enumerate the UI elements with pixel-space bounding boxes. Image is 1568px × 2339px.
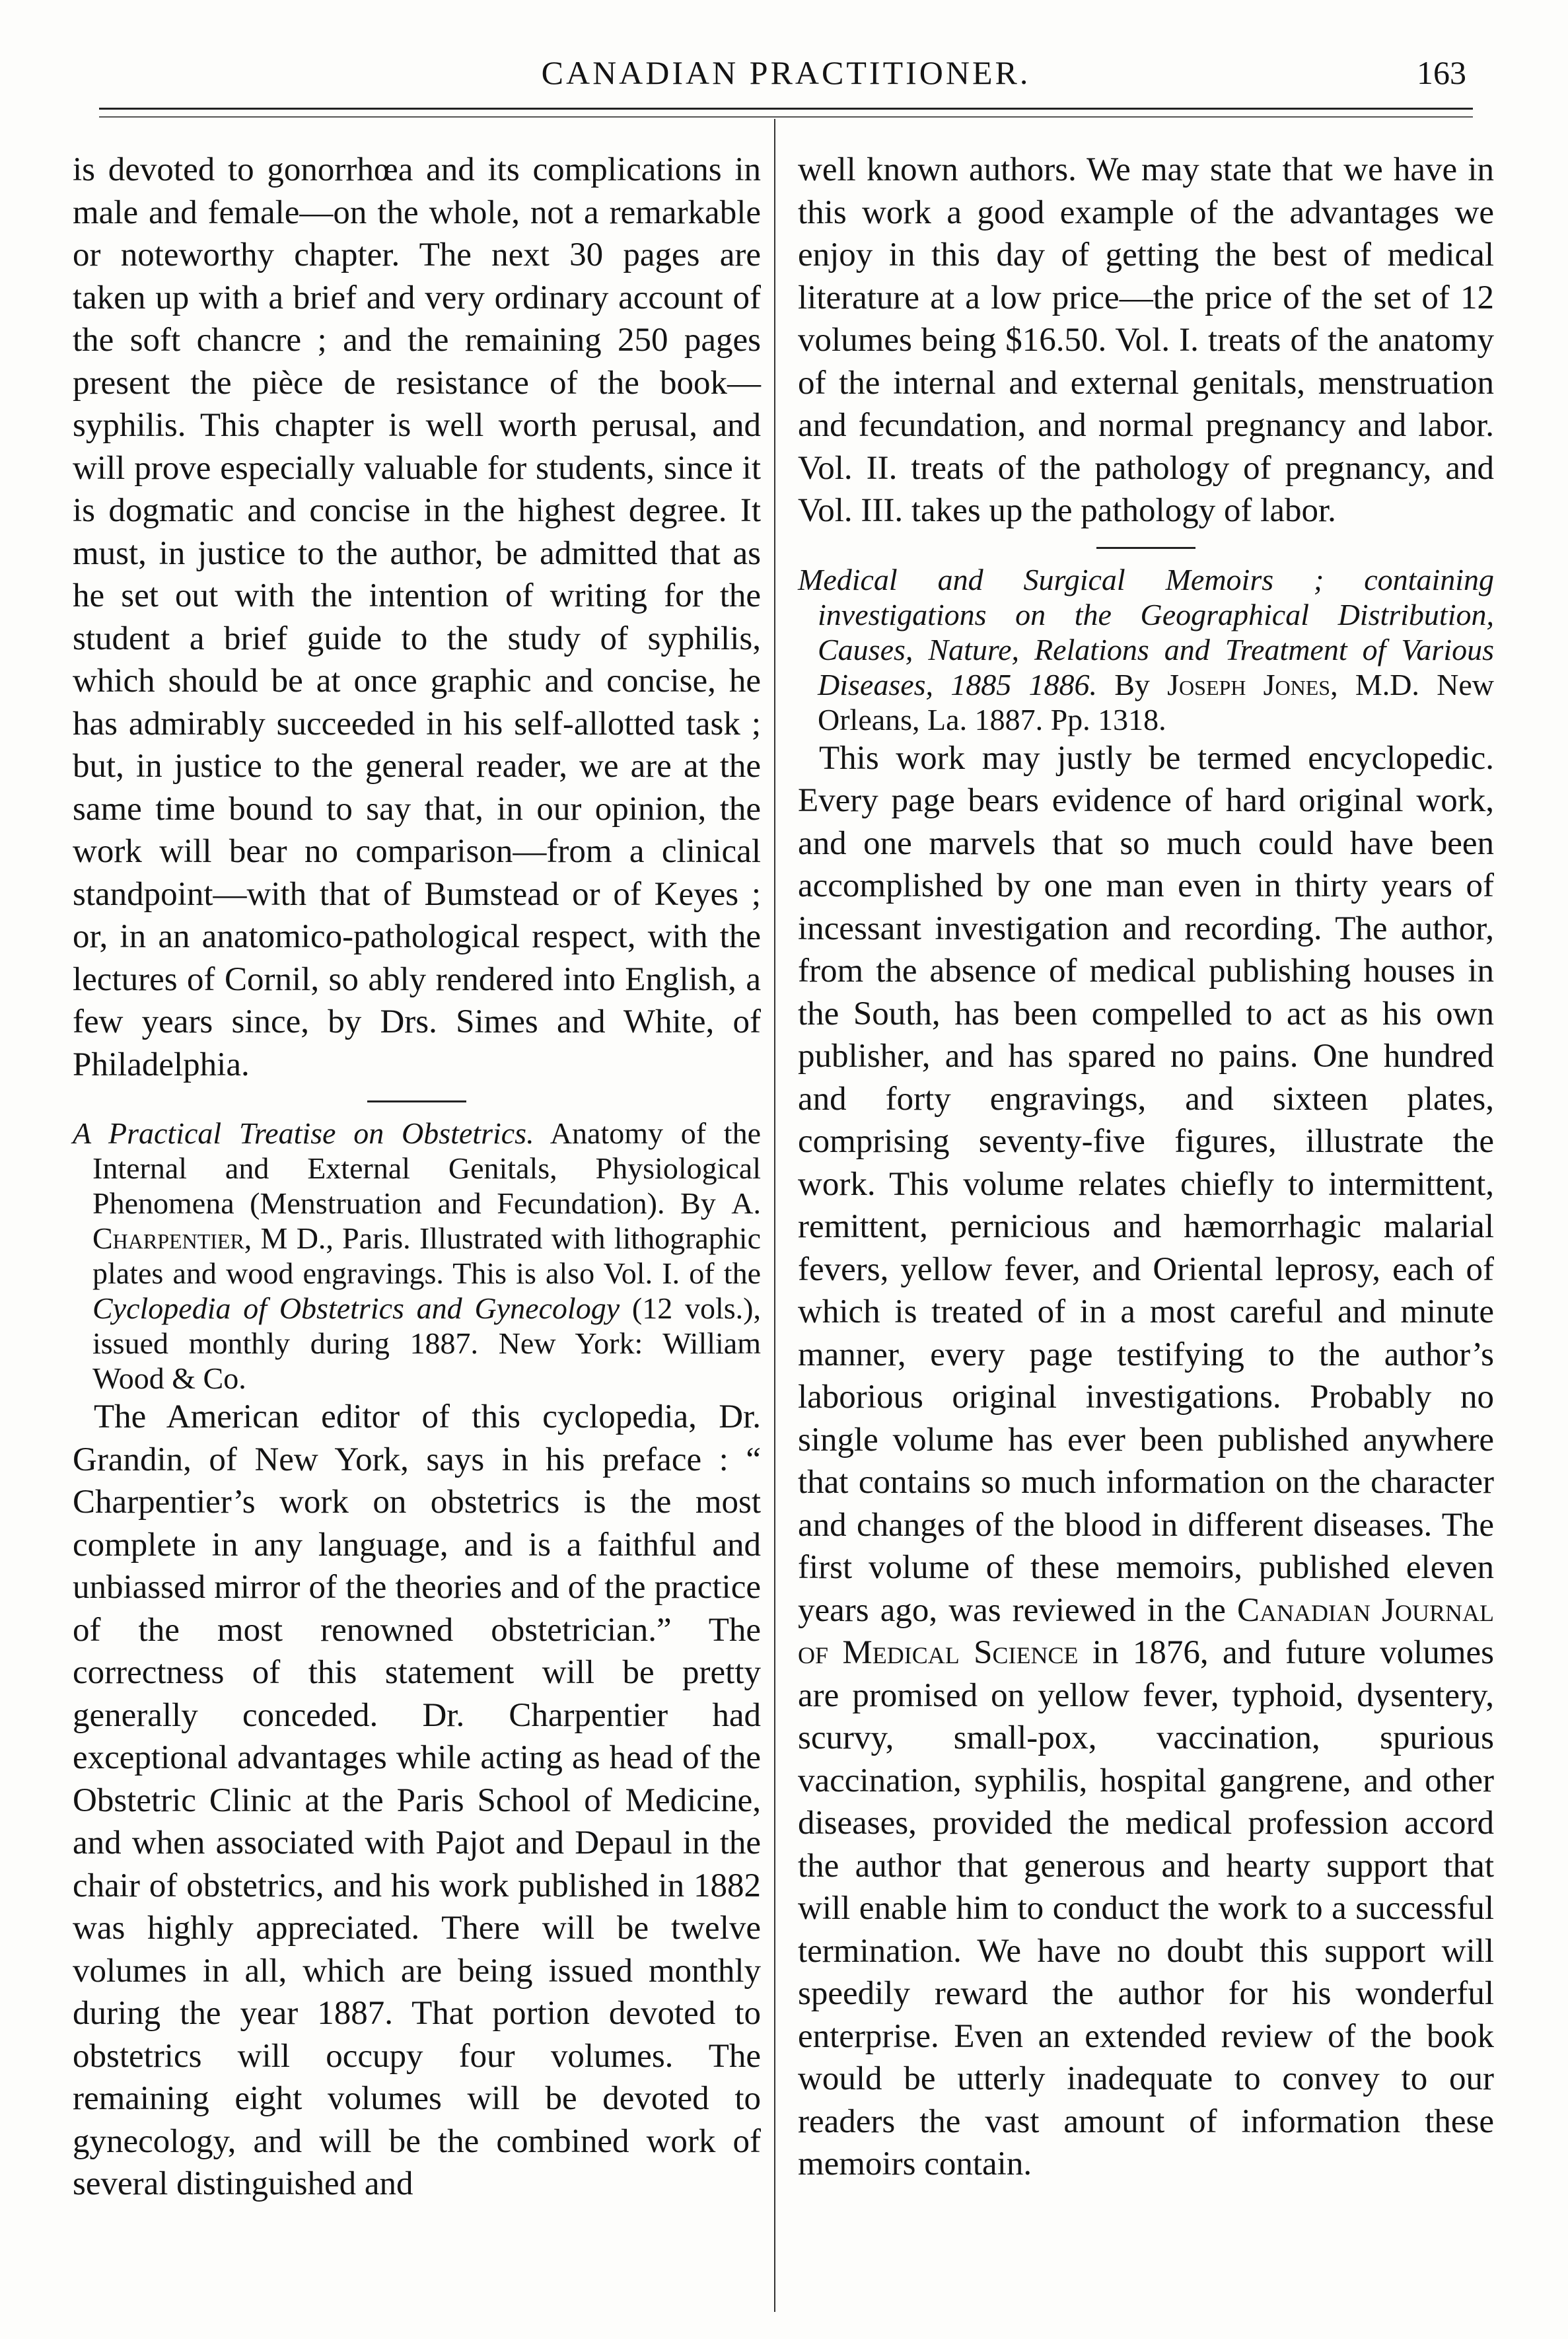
book-title: Medical and Surgical Memoirs ; containing investigations on the Geographical Distribution, Causes, Nature, Relations and Treatment of Various Diseases, 1885 1886. bbox=[798, 562, 1494, 702]
running-header bbox=[99, 46, 1473, 99]
book-citation bbox=[798, 562, 1494, 737]
column-divider bbox=[774, 119, 775, 2312]
review-text: This work may justly be termed encyclopedic. Every page bears evidence of hard original work, and one marvels that so much could have been accomplished by one man even in thirty years of incessant investigation and recording. The author, from the absence of medical publishing houses in the South, has been compelled to act as his own publisher, and has spared no pains. One hundred and forty engravings, and sixteen plates, comprising seventy-five figures, illustrate the work. This volume relates chiefly to intermittent, remittent, pernicious and hæmorrhagic malarial fevers, yellow fever, and Oriental leprosy, each of which is treated of in a most careful and minute manner, every page testifying to the author’s laborious original investigations. Probably no single volume has ever been published anywhere that contains so much information on the character and changes of the blood in different diseases. The first volume of these memoirs, published eleven years ago, was reviewed in the bbox=[798, 739, 1494, 1629]
review-paragraph: The American editor of this cyclopedia, Dr. Grandin, of New York, says in his preface : “ Charpentier’s work on obstetrics is the most complete in any language, and is a faithful and unbiassed mirror of the theories and of the practice of the most renowned obstetrician.” The correctness of this statement will be pretty generally conceded. Dr. Charpentier had exceptional advantages while acting as head of the Obstetric Clinic at the Paris School of Medicine, and when associated with Pajot and Depaul in the chair of obstetrics, and his work published in 1882 was highly appreciated. There will be twelve volumes in all, which are being issued monthly during the year 1887. That portion devoted to obstetrics will occupy four volumes. The remaining eight volumes will be devoted to gynecology, and will be the combined work of several distinguished and bbox=[73, 1398, 761, 2202]
review-continuation-paragraph: is devoted to gonorrhœa and its complications in male and female—on the whole, not a remarkable or noteworthy chapter. The next 30 pages are taken up with a brief and very ordinary account of the soft chancre ; and the remaining 250 pages present the pièce de resistance of the book—syphilis. This chapter is well worth perusal, and will prove especially valuable for students, since it is dogmatic and concise in the highest degree. It must, in justice to the author, be admitted that as he set out with the intention of writing for the student a brief guide to the study of syphilis, which should be at once graphic and concise, he has admirably succeeded in his self-allotted task ; but, in justice to the general reader, we are at the same time bound to say that, in our opinion, the work will bear no comparison—from a clinical standpoint—with that of Bumstead or of Keyes ; or, in an anatomico-pathological respect, with the lectures of Cornil, so ably rendered into English, a few years since, by Drs. Simes and White, of Philadelphia. bbox=[73, 151, 761, 1083]
book-title: A Practical Treatise on Obstetrics. bbox=[73, 1116, 534, 1150]
book-series: Cyclopedia of Obstetrics and Gynecology bbox=[92, 1291, 620, 1325]
section-separator bbox=[367, 1100, 466, 1102]
journal-name: Canadian Journal of Medical Science bbox=[798, 1591, 1494, 1671]
running-title: CANADIAN PRACTITIONER. bbox=[541, 54, 1031, 91]
header-rule-bottom bbox=[99, 116, 1473, 118]
page-number: 163 bbox=[1417, 54, 1466, 91]
book-author: A. Charpentier bbox=[92, 1186, 761, 1255]
book-publication: , M.D. New Orleans, La. 1887. Pp. 1318. bbox=[818, 667, 1495, 737]
review-paragraph bbox=[798, 737, 1494, 2186]
left-column bbox=[73, 149, 761, 2206]
book-author: Joseph Jones bbox=[1167, 667, 1331, 702]
book-publication: (12 vols.), issued monthly during 1887. New York: William Wood & Co. bbox=[92, 1291, 761, 1395]
book-description-cont: , M D., Paris. Illustrated with lithographic plates and wood engravings. This is also Vol. I. of the bbox=[92, 1221, 761, 1290]
book-description: Anatomy of the Internal and External Genitals, Physiological Phenomena (Menstruation and Fecundation). By bbox=[92, 1116, 762, 1220]
right-column bbox=[798, 149, 1494, 2186]
review-continuation-paragraph: well known authors. We may state that we have in this work a good example of the advantages we enjoy in this day of getting the best of medical literature at a low price—the price of the set of 12 volumes being $16.50. Vol. I. treats of the anatomy of the internal and external genitals, menstruation and fecundation, and normal pregnancy and labor. Vol. II. treats of the pathology of pregnancy, and Vol. III. takes up the pathology of labor. bbox=[798, 151, 1494, 529]
section-separator bbox=[1096, 547, 1195, 549]
review-text-cont: in 1876, and future volumes are promised on yellow fever, typhoid, dysentery, scurvy, small-pox, vaccination, spurious vaccination, syphilis, hospital gangrene, and other diseases, provided the medical profession accord the author that generous and hearty support that will enable him to conduct the work to a successful termination. We have no doubt this support will speedily reward the author for his wonderful enterprise. Even an extended review of the book would be utterly inadequate to convey to our readers the vast amount of information these memoirs contain. bbox=[798, 1634, 1495, 2182]
book-citation bbox=[73, 1116, 761, 1396]
book-description: By bbox=[1114, 667, 1150, 702]
header-rule-top bbox=[99, 108, 1473, 110]
